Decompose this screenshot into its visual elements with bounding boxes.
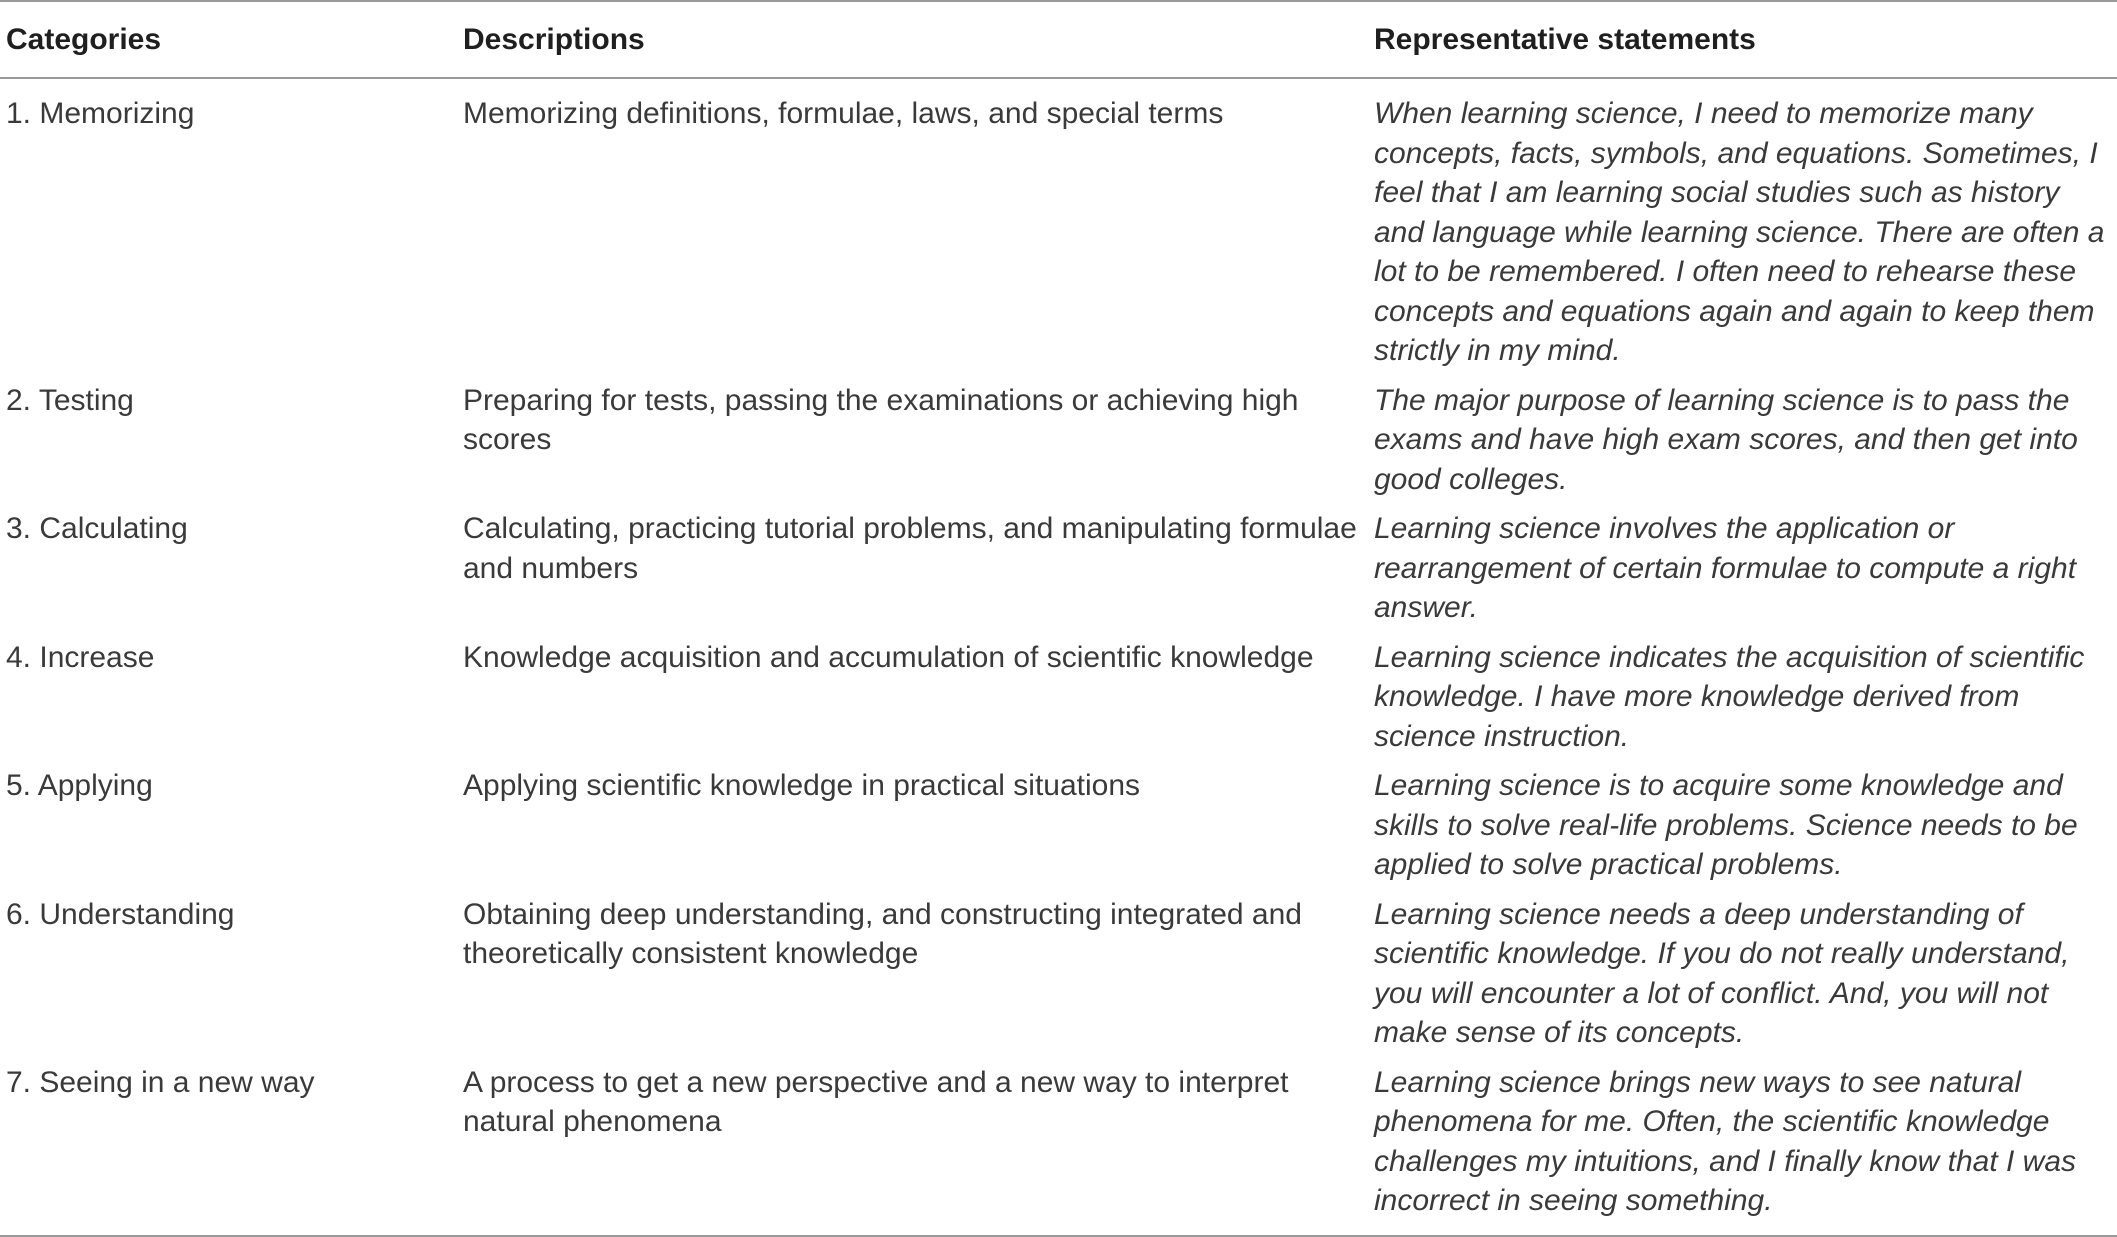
statement-cell: Learning science is to acquire some knowledge and skills to solve real-life problems. Science needs to be applied to solve practical problems. [1374, 769, 2078, 881]
table-row [0, 78, 2117, 376]
header-categories: Categories [6, 22, 162, 56]
statement-cell: Learning science brings new ways to see natural phenomena for me. Often, the scientific knowledge challenges my intuitions, and I finally know that I was incorrect in seeing something. [1374, 1065, 2077, 1217]
statement-cell: Learning science indicates the acquisition of scientific knowledge. I have more knowledge derived from science instruction. [1374, 640, 2085, 753]
description-cell: Calculating, practicing tutorial problems, and manipulating formulae and numbers [463, 512, 1357, 585]
category-cell: 7. Seeing in a new way [6, 1065, 315, 1099]
statement-cell: The major purpose of learning science is to pass the exams and have high exam scores, and then get into good colleges. [1374, 383, 2078, 496]
table-row [0, 376, 2117, 505]
category-cell: 3. Calculating [6, 512, 188, 545]
header-descriptions: Descriptions [463, 22, 645, 56]
description-cell: Preparing for tests, passing the examinations or achieving high scores [463, 383, 1299, 456]
description-cell: Applying scientific knowledge in practical situations [463, 769, 1141, 802]
table-row [0, 504, 2117, 633]
statement-cell: When learning science, I need to memorize many concepts, facts, symbols, and equations. Sometimes, I feel that I am learning social studies such as history and language while learning science. There are often a lot to be remembered. I often need to rehearse these concepts and equations again and again to keep them strictly in my mind. [1374, 97, 2105, 367]
description-cell: Obtaining deep understanding, and constructing integrated and theoretically consistent knowledge [463, 897, 1302, 970]
table-row [0, 890, 2117, 1058]
statement-cell: Learning science involves the application or rearrangement of certain formulae to compute a right answer. [1374, 512, 2077, 624]
table-row [0, 761, 2117, 890]
table-row [0, 1058, 2117, 1236]
description-cell: Memorizing definitions, formulae, laws, and special terms [463, 97, 1224, 130]
statement-cell: Learning science needs a deep understanding of scientific knowledge. If you do not really understand, you will encounter a lot of conflict. And, you will not make sense of its concepts. [1374, 897, 2070, 1049]
category-cell: 5. Applying [6, 769, 153, 802]
header-representative-statements: Representative statements [1374, 22, 1756, 56]
description-cell: A process to get a new perspective and a new way to interpret natural phenomena [463, 1065, 1289, 1138]
table-header [0, 1, 2117, 78]
table-row [0, 633, 2117, 762]
category-cell: 1. Memorizing [6, 97, 195, 130]
category-cell: 2. Testing [6, 383, 134, 417]
category-cell: 4. Increase [6, 640, 155, 674]
header-row [0, 1, 2117, 78]
description-cell: Knowledge acquisition and accumulation of scientific knowledge [463, 640, 1314, 674]
table-body [0, 78, 2117, 1236]
category-cell: 6. Understanding [6, 897, 235, 931]
